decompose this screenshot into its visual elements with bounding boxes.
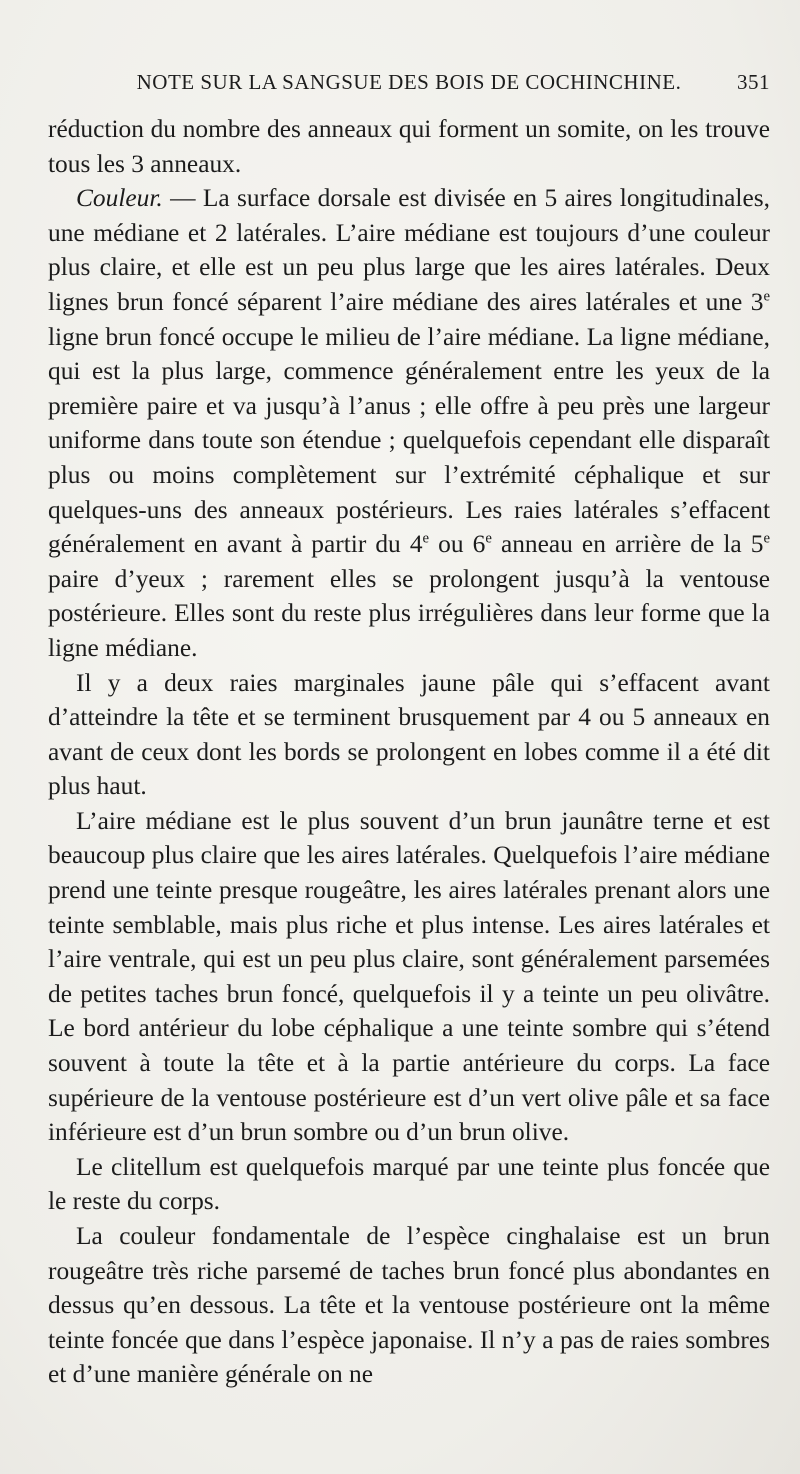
paragraph-text: ligne brun foncé occupe le milieu de l’aire médiane. La ligne médiane, qui est la plus large, commence généralement entre les yeux de la première paire et va jusqu’à l’anus ; elle offre à peu près une largeur uniforme dans toute son étendue ; quelquefois cependant elle disparaît plus ou moins complètement sur l’extrémité céphalique et sur quelques-uns des anneaux postérieurs. Les raies latérales s’effacent généralement en avant à partir du 4 bbox=[48, 322, 770, 559]
paragraph-clitellum: Le clitellum est quelquefois marqué par une teinte plus foncée que le reste du corps. bbox=[48, 1152, 770, 1216]
ordinal-suffix: e bbox=[422, 530, 430, 547]
body-text bbox=[48, 112, 770, 1392]
running-title: NOTE SUR LA SANGSUE DES BOIS DE COCHINCHINE. bbox=[136, 70, 682, 94]
running-head bbox=[48, 70, 770, 106]
ordinal-suffix: e bbox=[763, 530, 770, 547]
paragraph-couleur bbox=[48, 181, 770, 665]
paragraph-espece-cinghalaise: La couleur fondamentale de l’espèce cinghalaise est un brun rougeâtre très riche parsemé de taches brun foncé plus abondantes en dessus qu’en dessous. La tête et la ventouse postérieure ont la même teinte foncée que dans l’espèce japonaise. Il n’y a pas de raies sombres et d’une manière générale on ne bbox=[48, 1222, 770, 1389]
ordinal-suffix: e bbox=[763, 288, 770, 305]
paragraph-text: anneau en arrière de la 5 bbox=[491, 530, 764, 559]
paragraph-aire-mediane: L’aire médiane est le plus souvent d’un brun jaunâtre terne et est beaucoup plus claire que les aires latérales. Quelquefois l’aire médiane prend une teinte presque rougeâtre, les aires latérales prenant alors une teinte semblable, mais plus riche et plus intense. Les aires latérales et l’aire ventrale, qui est un peu plus claire, sont généralement parsemées de petites taches brun foncé, quelquefois il y a teinte un peu olivâtre. Le bord antérieur du lobe céphalique a une teinte sombre qui s’étend souvent à toute la tête et à la partie antérieure du corps. La face supérieure de la ventouse postérieure est d’un vert olive pâle et sa face inférieure est d’un brun sombre ou d’un brun olive. bbox=[48, 806, 770, 1147]
ordinal-suffix: e bbox=[485, 530, 492, 547]
paragraph-text: paire d’yeux ; rarement elles se prolongent jusqu’à la ventouse postérieure. Elles sont du reste plus irrégulières dans leur forme que la ligne médiane. bbox=[48, 564, 770, 662]
page-number: 351 bbox=[737, 70, 770, 94]
paragraph-text: ou 6 bbox=[429, 530, 486, 559]
section-heading-couleur: Couleur. bbox=[76, 184, 163, 213]
paragraph-text: — La surface dorsale est divisée en 5 aires longitudinales, une médiane et 2 latérales. L’aire médiane est toujours d’une couleur plus claire, et elle est un peu plus large que les aires latérales. Deux lignes brun foncé séparent l’aire médiane des aires latérales et une 3 bbox=[48, 184, 770, 316]
paragraph-continuation: réduction du nombre des anneaux qui forment un somite, on les trouve tous les 3 anneaux. bbox=[48, 115, 770, 178]
paragraph-raies-marginales: Il y a deux raies marginales jaune pâle qui s’effacent avant d’atteindre la tête et se terminent brusquement par 4 ou 5 anneaux en avant de ceux dont les bords se prolongent en lobes comme il a été dit plus haut. bbox=[48, 668, 770, 801]
